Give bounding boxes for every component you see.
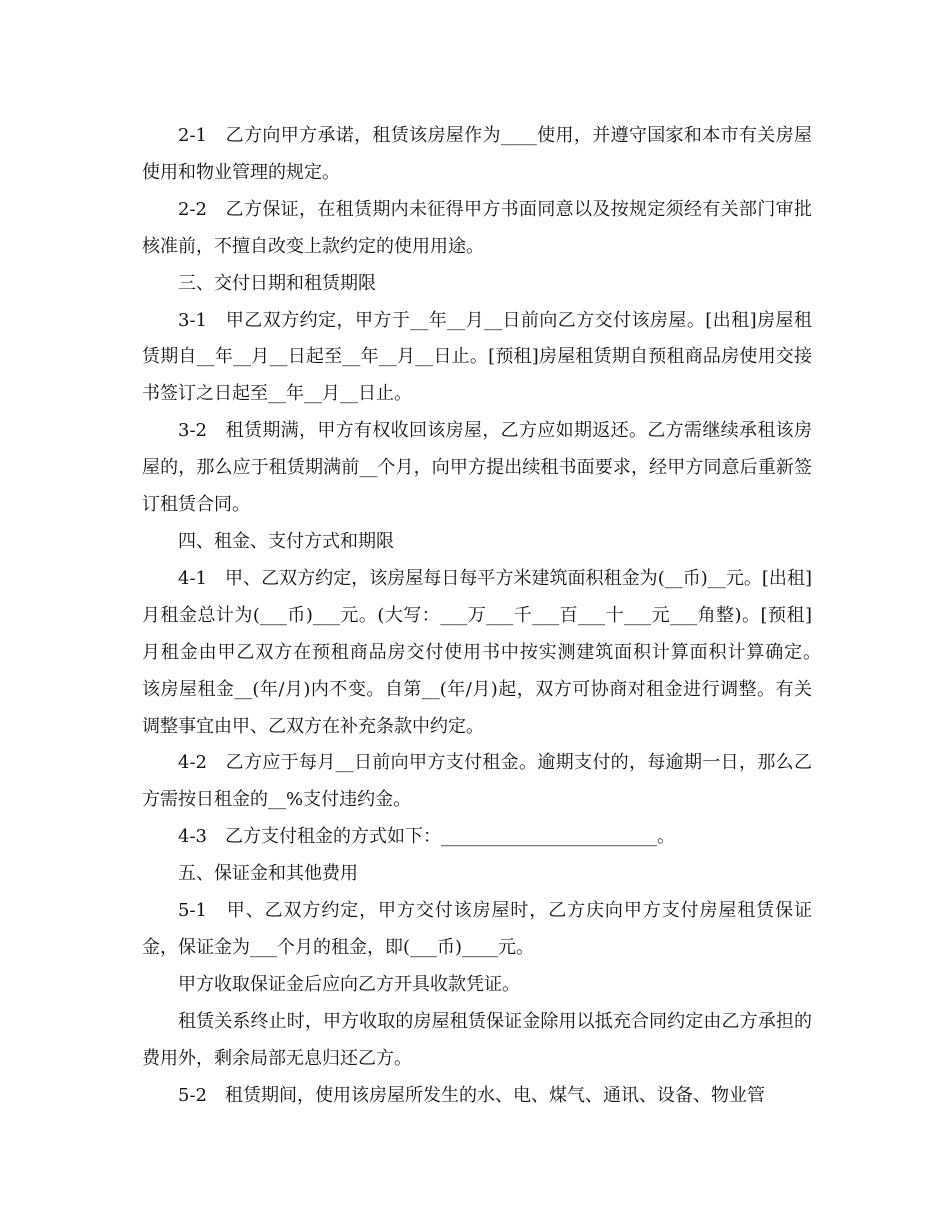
clause-3-1: 3-1 甲乙双方约定，甲方于__年__月__日前向乙方交付该房屋。[出租]房屋租赁期自__年__月__日起至__年__月__日止。[预租]房屋租赁期自预租商品房使用交接书签订之日起至__年__月__日止。 — [142, 309, 812, 405]
section-heading-5: 五、保证金和其他费用 — [178, 863, 358, 885]
clause-2-2: 2-2 乙方保证，在租赁期内未征得甲方书面同意以及按规定须经有关部门审批核准前，不擅自改变上款约定的使用用途。 — [142, 198, 812, 257]
clause-4-1: 4-1 甲、乙双方约定，该房屋每日每平方米建筑面积租金为(__币)__元。[出租]月租金总计为(___币)___元。(大写：___万___千___百___十___元___角整)。[预租]月租金由甲乙双方在预租商品房交付使用书中按实测建筑面积计算面积计算确定。 该房屋租金__(年/月)内不变。自第__(年/月)起，双方可协商对租金进行调整。有关调整事宜由甲、乙双方在补充条款中约定。 — [142, 567, 866, 737]
paragraph-receipt: 甲方收取保证金后应向乙方开具收款凭证。 — [178, 973, 520, 995]
clause-4-3: 4-3 乙方支付租金的方式如下：________________________。 — [178, 826, 675, 848]
clause-4-2: 4-2 乙方应于每月__日前向甲方支付租金。逾期支付的，每逾期一日，那么乙方需按日租金的__%支付违约金。 — [142, 752, 812, 811]
clause-3-2: 3-2 租赁期满，甲方有权收回该房屋，乙方应如期返还。乙方需继续承租该房屋的，那么应于租赁期满前__个月，向甲方提出续租书面要求，经甲方同意后重新签订租赁合同。 — [142, 420, 812, 516]
paragraph-deposit-return: 租赁关系终止时，甲方收取的房屋租赁保证金除用以抵充合同约定由乙方承担的费用外，剩余局部无息归还乙方。 — [142, 1010, 812, 1069]
document-page — [142, 118, 866, 1114]
clause-5-1: 5-1 甲、乙双方约定，甲方交付该房屋时，乙方庆向甲方支付房屋租赁保证金，保证金为___个月的租金，即(___币)____元。 — [142, 900, 812, 958]
clause-2-1: 2-1 乙方向甲方承诺，租赁该房屋作为____使用，并遵守国家和本市有关房屋使用和物业管理的规定。 — [142, 125, 812, 183]
clause-5-2: 5-2 租赁期间，使用该房屋所发生的水、电、煤气、通讯、设备、物业管 — [178, 1084, 765, 1106]
section-heading-3: 三、交付日期和租赁期限 — [178, 272, 376, 294]
section-heading-4: 四、租金、支付方式和期限 — [178, 530, 394, 552]
